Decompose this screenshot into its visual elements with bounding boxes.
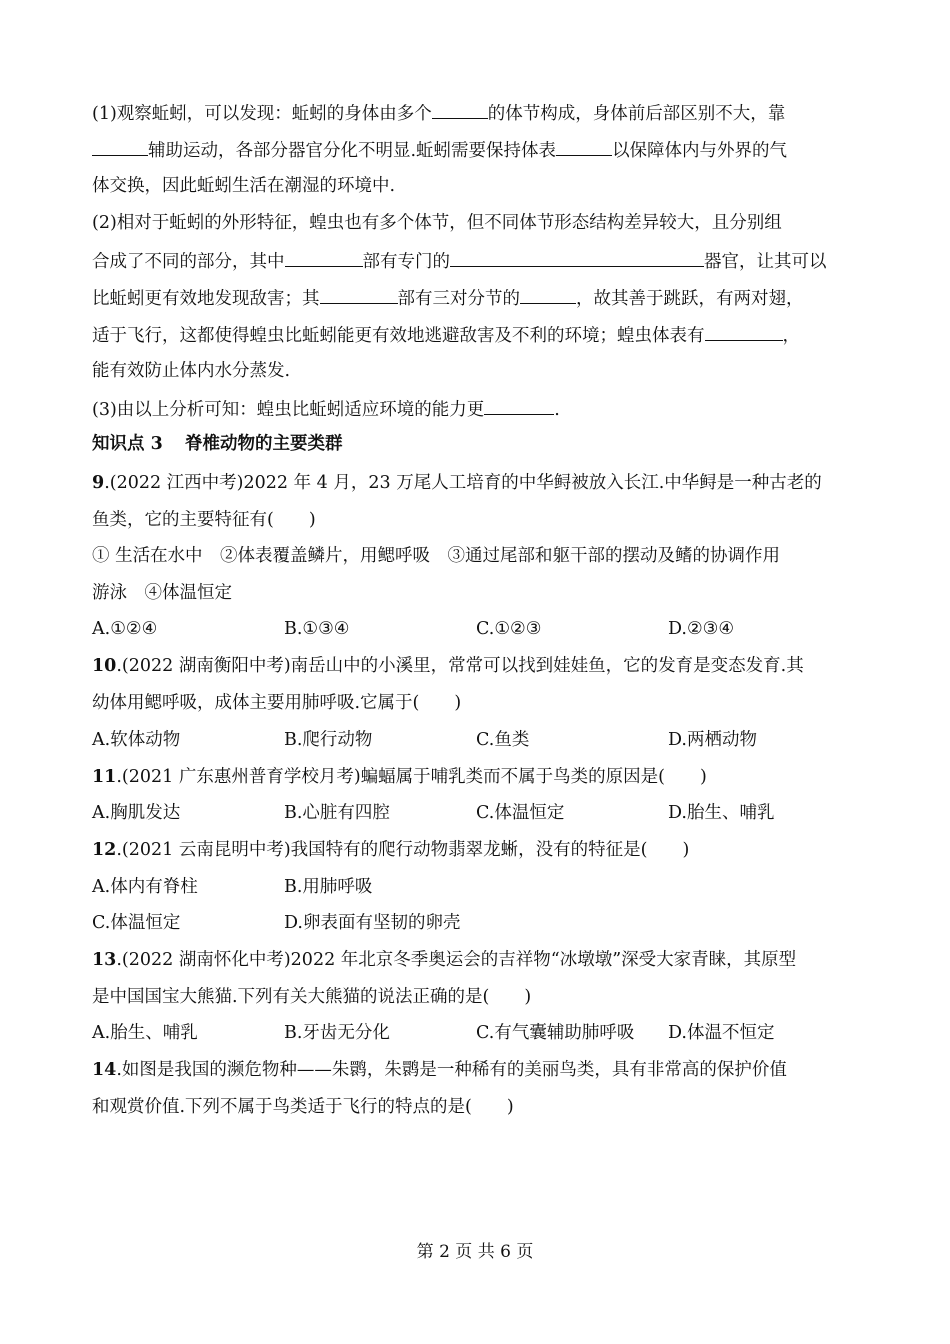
question-number: 12: [92, 840, 117, 860]
option-d[interactable]: D.卵表面有坚韧的卵壳: [284, 913, 461, 933]
text: 比蚯蚓更有效地发现敌害；其: [92, 289, 320, 309]
text: (3)由以上分析可知：蝗虫比蚯蚓适应环境的能力更: [92, 400, 485, 420]
q8-p1-line2: [92, 139, 787, 162]
q13-line2: 是中国国宝大熊猫.下列有关大熊猫的说法正确的是( ): [92, 987, 532, 1007]
answer-blank[interactable]: [432, 102, 488, 119]
q9-line3: ① 生活在水中 ②体表覆盖鳞片，用鳃呼吸 ③通过尾部和躯干部的摆动及鳍的协调作用: [92, 546, 781, 566]
answer-blank[interactable]: [320, 287, 398, 304]
option-c[interactable]: C.体温恒定: [476, 803, 565, 823]
option-c[interactable]: C.有气囊辅助肺呼吸: [476, 1023, 635, 1043]
section-title: 脊椎动物的主要类群: [184, 434, 343, 454]
option-d[interactable]: D.②③④: [668, 619, 735, 639]
q8-p2-line2: [92, 250, 827, 273]
q9-line2: 鱼类，它的主要特征有( ): [92, 510, 316, 530]
option-a[interactable]: A.胎生、哺乳: [92, 1023, 198, 1043]
text: .(2022 江西中考)2022 年 4 月，23 万尾人工培育的中华鲟被放入长江.中华鲟是一种古老的: [104, 473, 822, 493]
section-label: 知识点 3: [92, 434, 163, 454]
q8-p2-line5: 能有效防止体内水分蒸发.: [92, 361, 291, 381]
question-number: 14: [92, 1060, 117, 1080]
text: .(2022 湖南怀化中考)2022 年北京冬季奥运会的吉祥物“冰墩墩”深受大家青睐，其原型: [116, 950, 797, 970]
option-b[interactable]: B.爬行动物: [284, 730, 373, 750]
text: (1)观察蚯蚓，可以发现：蚯蚓的身体由多个: [92, 104, 432, 124]
q14-line2: 和观赏价值.下列不属于鸟类适于飞行的特点的是( ): [92, 1097, 514, 1117]
q8-p1-line1: [92, 102, 785, 125]
text: 的体节构成，身体前后部区别不大，靠: [487, 104, 786, 124]
q10-line1: [92, 656, 804, 677]
answer-blank[interactable]: [705, 324, 783, 341]
option-a[interactable]: A.软体动物: [92, 730, 181, 750]
answer-blank[interactable]: [450, 250, 704, 267]
answer-blank[interactable]: [484, 398, 554, 415]
option-d[interactable]: D.胎生、哺乳: [668, 803, 775, 823]
question-number: 9: [92, 473, 105, 493]
option-a[interactable]: A.胸肌发达: [92, 803, 181, 823]
option-b[interactable]: B.用肺呼吸: [284, 877, 373, 897]
text: 部有专门的: [362, 252, 450, 272]
answer-blank[interactable]: [92, 139, 148, 156]
text: ，故其善于跳跃，有两对翅，: [576, 289, 804, 309]
option-c[interactable]: C.①②③: [476, 619, 542, 639]
text: ，: [782, 326, 800, 346]
q14-line1: [92, 1060, 787, 1081]
question-number: 10: [92, 656, 117, 676]
option-d[interactable]: D.体温不恒定: [668, 1023, 775, 1043]
text: .(2021 云南昆明中考)我国特有的爬行动物翡翠龙蜥，没有的特征是( ): [116, 840, 690, 860]
q8-p2-line3: [92, 287, 804, 310]
q8-p2-line1: (2)相对于蚯蚓的外形特征，蝗虫也有多个体节，但不同体节形态结构差异较大，且分别组: [92, 213, 782, 233]
q8-p3-line: [92, 398, 560, 421]
option-b[interactable]: B.牙齿无分化: [284, 1023, 390, 1043]
answer-blank[interactable]: [520, 287, 576, 304]
option-b[interactable]: B.①③④: [284, 619, 350, 639]
text: 辅助运动，各部分器官分化不明显.蚯蚓需要保持体表: [148, 141, 557, 161]
text: 器官，让其可以: [704, 252, 827, 272]
answer-blank[interactable]: [556, 139, 612, 156]
text: 部有三对分节的: [397, 289, 520, 309]
text: 以保障体内与外界的气: [612, 141, 788, 161]
q10-line2: 幼体用鳃呼吸，成体主要用肺呼吸.它属于( ): [92, 693, 462, 713]
option-c[interactable]: C.体温恒定: [92, 913, 181, 933]
q12-line1: [92, 840, 689, 861]
text: 合成了不同的部分，其中: [92, 252, 285, 272]
section-heading: [92, 434, 342, 455]
text: .如图是我国的濒危物种——朱鹮，朱鹮是一种稀有的美丽鸟类，具有非常高的保护价值: [116, 1060, 787, 1080]
text: 适于飞行，这都使得蝗虫比蚯蚓能更有效地逃避敌害及不利的环境；蝗虫体表有: [92, 326, 705, 346]
q8-p2-line4: [92, 324, 800, 347]
option-a[interactable]: A.①②④: [92, 619, 158, 639]
option-d[interactable]: D.两栖动物: [668, 730, 757, 750]
text: .(2021 广东惠州普育学校月考)蝙蝠属于哺乳类而不属于鸟类的原因是( ): [116, 767, 707, 787]
text: .(2022 湖南衡阳中考)南岳山中的小溪里，常常可以找到娃娃鱼，它的发育是变态发育.其: [116, 656, 804, 676]
question-number: 11: [92, 767, 117, 787]
q9-line4: 游泳 ④体温恒定: [92, 583, 232, 603]
text: .: [554, 400, 560, 420]
q9-line1: [92, 473, 822, 494]
page-footer: 第 2 页 共 6 页: [416, 1242, 534, 1262]
q13-line1: [92, 950, 796, 971]
q11-line1: [92, 767, 707, 788]
answer-blank[interactable]: [285, 250, 363, 267]
q8-p1-line3: 体交换，因此蚯蚓生活在潮湿的环境中.: [92, 176, 396, 196]
option-c[interactable]: C.鱼类: [476, 730, 530, 750]
option-a[interactable]: A.体内有脊柱: [92, 877, 198, 897]
option-b[interactable]: B.心脏有四腔: [284, 803, 390, 823]
question-number: 13: [92, 950, 117, 970]
